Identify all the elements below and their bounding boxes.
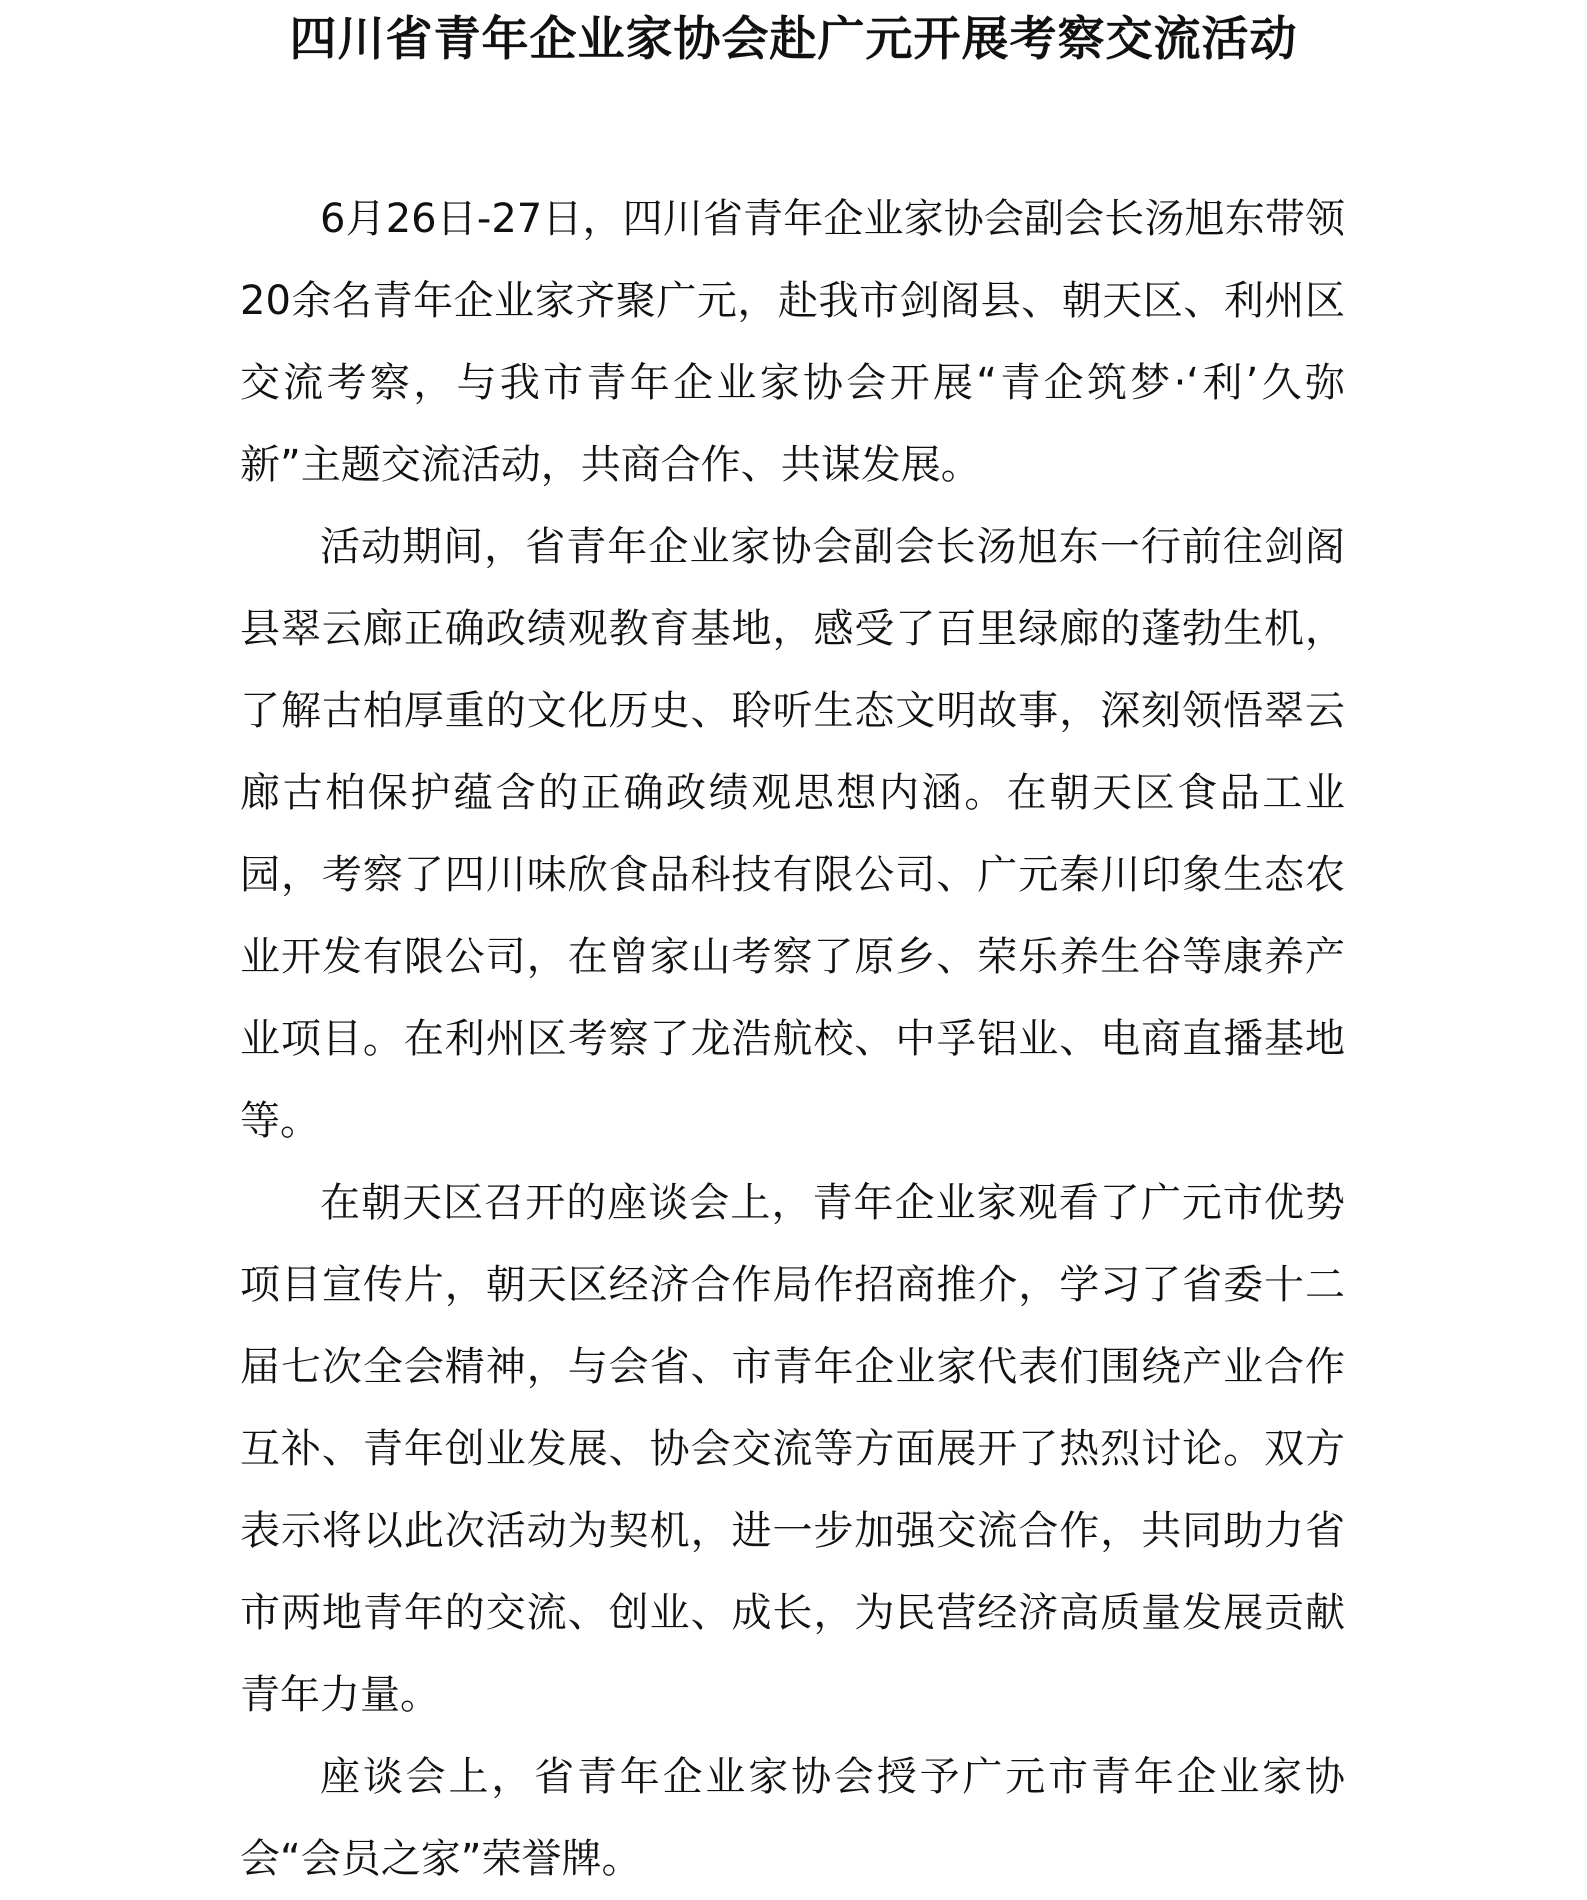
paragraph-3: 在朝天区召开的座谈会上，青年企业家观看了广元市优势项目宣传片，朝天区经济合作局作招商推介，学习了省委十二届七次全会精神，与会省、市青年企业家代表们围绕产业合作互补、青年创业发展、协会交流等方面展开了热烈讨论。双方表示将以此次活动为契机，进一步加强交流合作，共同助力省市两地青年的交流、创业、成长，为民营经济高质量发展贡献青年力量。: [240, 1180, 1345, 1718]
paragraph-4: 座谈会上，省青年企业家协会授予广元市青年企业家协会“会员之家”荣誉牌。: [240, 1754, 1345, 1882]
paragraph-2: 活动期间，省青年企业家协会副会长汤旭东一行前往剑阁县翠云廊正确政绩观教育基地，感受了百里绿廊的蓬勃生机，了解古柏厚重的文化历史、聆听生态文明故事，深刻领悟翠云廊古柏保护蕴含的正确政绩观思想内涵。在朝天区食品工业园，考察了四川味欣食品科技有限公司、广元秦川印象生态农业开发有限公司，在曾家山考察了原乡、荣乐养生谷等康养产业项目。在利州区考察了龙浩航校、中孚铝业、电商直播基地等。: [240, 524, 1345, 1144]
document-body: [240, 178, 1345, 1900]
paragraph-1: 6月26日-27日，四川省青年企业家协会副会长汤旭东带领20余名青年企业家齐聚广元，赴我市剑阁县、朝天区、利州区交流考察，与我市青年企业家协会开展“青企筑梦·‘利’久弥新”主题交流活动，共商合作、共谋发展。: [240, 196, 1345, 488]
document-title: 四川省青年企业家协会赴广元开展考察交流活动: [289, 12, 1298, 67]
